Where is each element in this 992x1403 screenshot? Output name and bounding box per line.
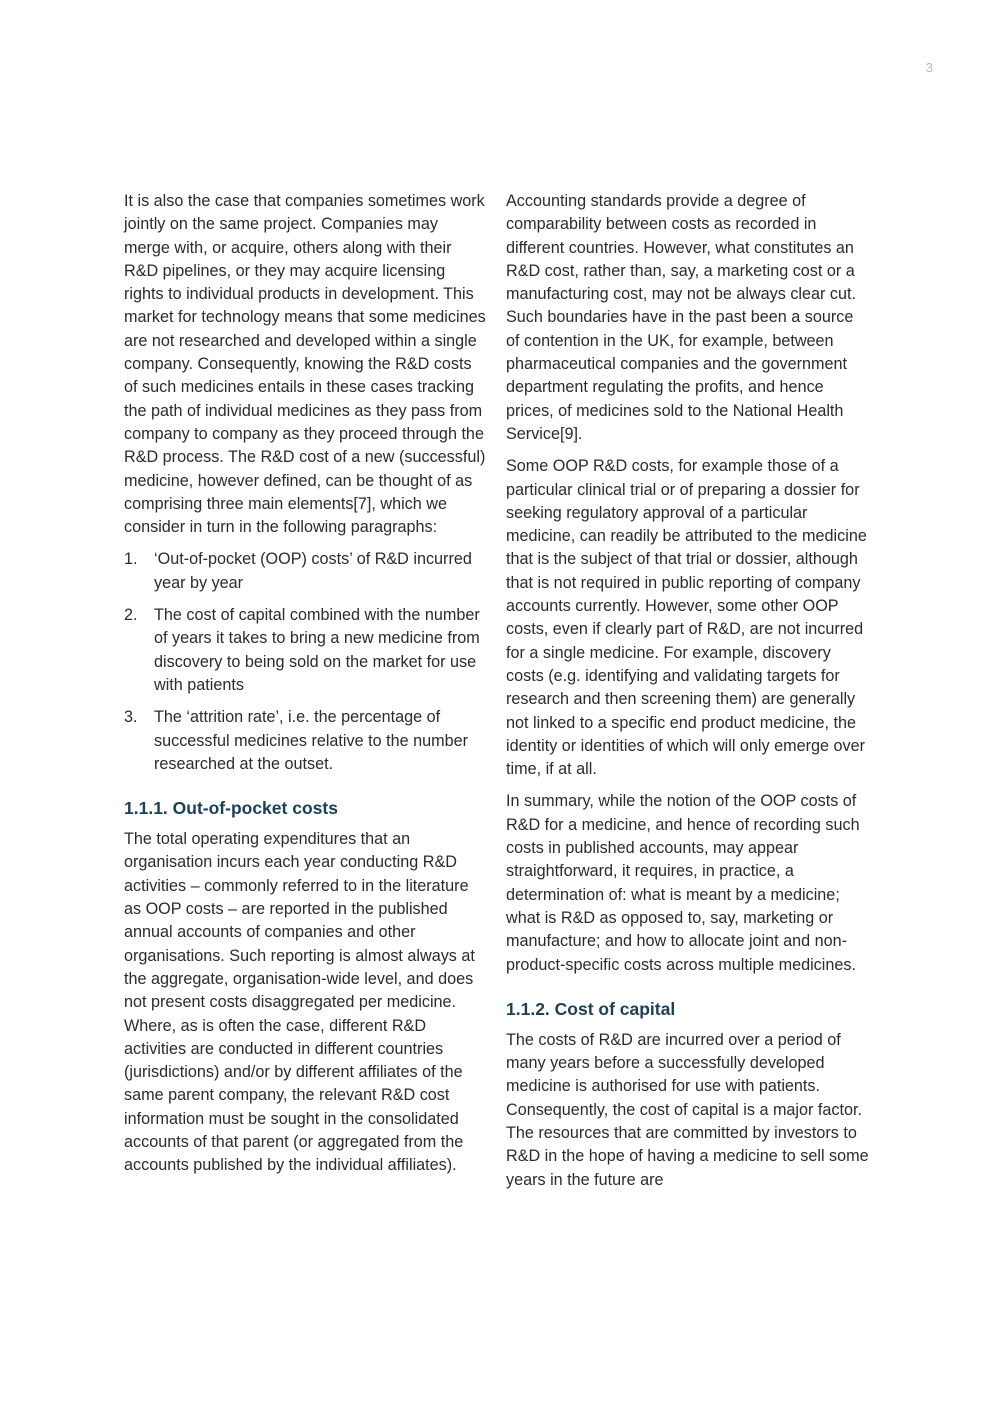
accounting-standards-paragraph: Accounting standards provide a degree of comparability between costs as recorded in different countries. However, what constitutes an R&D cost, rather than, say, a marketing cost or a manufacturing cost, may not be always clear cut. Such boundaries have in the past been a source of contention in the UK, for example, between pharmaceutical companies and the government department regulating the profits, and hence prices, of medicines sold to the National Health Service[9]. [506,192,856,443]
section-heading-cost-of-capital: 1.1.2. Cost of capital [506,998,676,1019]
cost-of-capital-paragraph: The costs of R&D are incurred over a period of many years before a successfully developed medicine is authorised for use with patients. Consequently, the cost of capital is a major factor. The resources that are committed by investors to R&D in the hope of having a medicine to sell some years in the future are [506,1030,869,1189]
list-item [124,604,488,697]
list-item-text: The cost of capital combined with the number of years it takes to bring a new medicine from discovery to being sold on the market for use with patients [154,606,480,694]
list-item [124,706,488,776]
right-column [506,190,870,1201]
oop-attribution-paragraph: Some OOP R&D costs, for example those of a particular clinical trial or of preparing a dossier for seeking regulatory approval of a particular medicine, can readily be attributed to the medicine that is the subject of that trial or dossier, although that is not required in public reporting of company accounts currently. However, some other OOP costs, even if clearly part of R&D, are not incurred for a single medicine. For example, discovery costs (e.g. identifying and validating targets for research and then screening them) are generally not linked to a specific end product medicine, the identity or identities of which will only emerge over time, if at all. [506,457,867,779]
list-item [124,548,488,595]
summary-paragraph: In summary, while the notion of the OOP costs of R&D for a medicine, and hence of recording such costs in published accounts, may appear straightforward, it requires, in practice, a determination of: what is meant by a medicine; what is R&D as opposed to, say, marketing or manufacture; and how to allocate joint and non-product-specific costs across multiple medicines. [506,792,860,974]
list-item-text: The ‘attrition rate’, i.e. the percentage of successful medicines relative to the number researched at the outset. [154,708,469,773]
left-column [124,190,488,1187]
cost-elements-list [124,548,488,776]
list-item-text: ‘Out-of-pocket (OOP) costs’ of R&D incurred year by year [154,550,472,592]
list-item-number: 2. [124,606,138,625]
intro-paragraph: It is also the case that companies sometimes work jointly on the same project. Companies may merge with, or acquire, others along with their R&D pipelines, or they may acquire licensing rights to individual products in development. This market for technology means that some medicines are not researched and developed within a single company. Consequently, knowing the R&D costs of such medicines entails in these cases tracking the path of individual medicines as they pass from company to company as they proceed through the R&D process. The R&D cost of a new (successful) medicine, however defined, can be thought of as comprising three main elements[7], which we consider in turn in the following paragraphs: [124,192,486,537]
oop-costs-paragraph: The total operating expenditures that an organisation incurs each year conducting R&D activities – commonly referred to in the literature as OOP costs – are reported in the published annual accounts of companies and other organisations. Such reporting is almost always at the aggregate, organisation-wide level, and does not present costs disaggregated per medicine. Where, as is often the case, different R&D activities are conducted in different countries (jurisdictions) and/or by different affiliates of the same parent company, the relevant R&D cost information must be sought in the consolidated accounts of that parent (or aggregated from the accounts published by the individual affiliates). [124,830,475,1175]
list-item-number: 3. [124,708,138,727]
list-item-number: 1. [124,550,138,569]
section-heading-oop-costs: 1.1.1. Out-of-pocket costs [124,798,338,819]
page-number: 3 [925,60,933,75]
